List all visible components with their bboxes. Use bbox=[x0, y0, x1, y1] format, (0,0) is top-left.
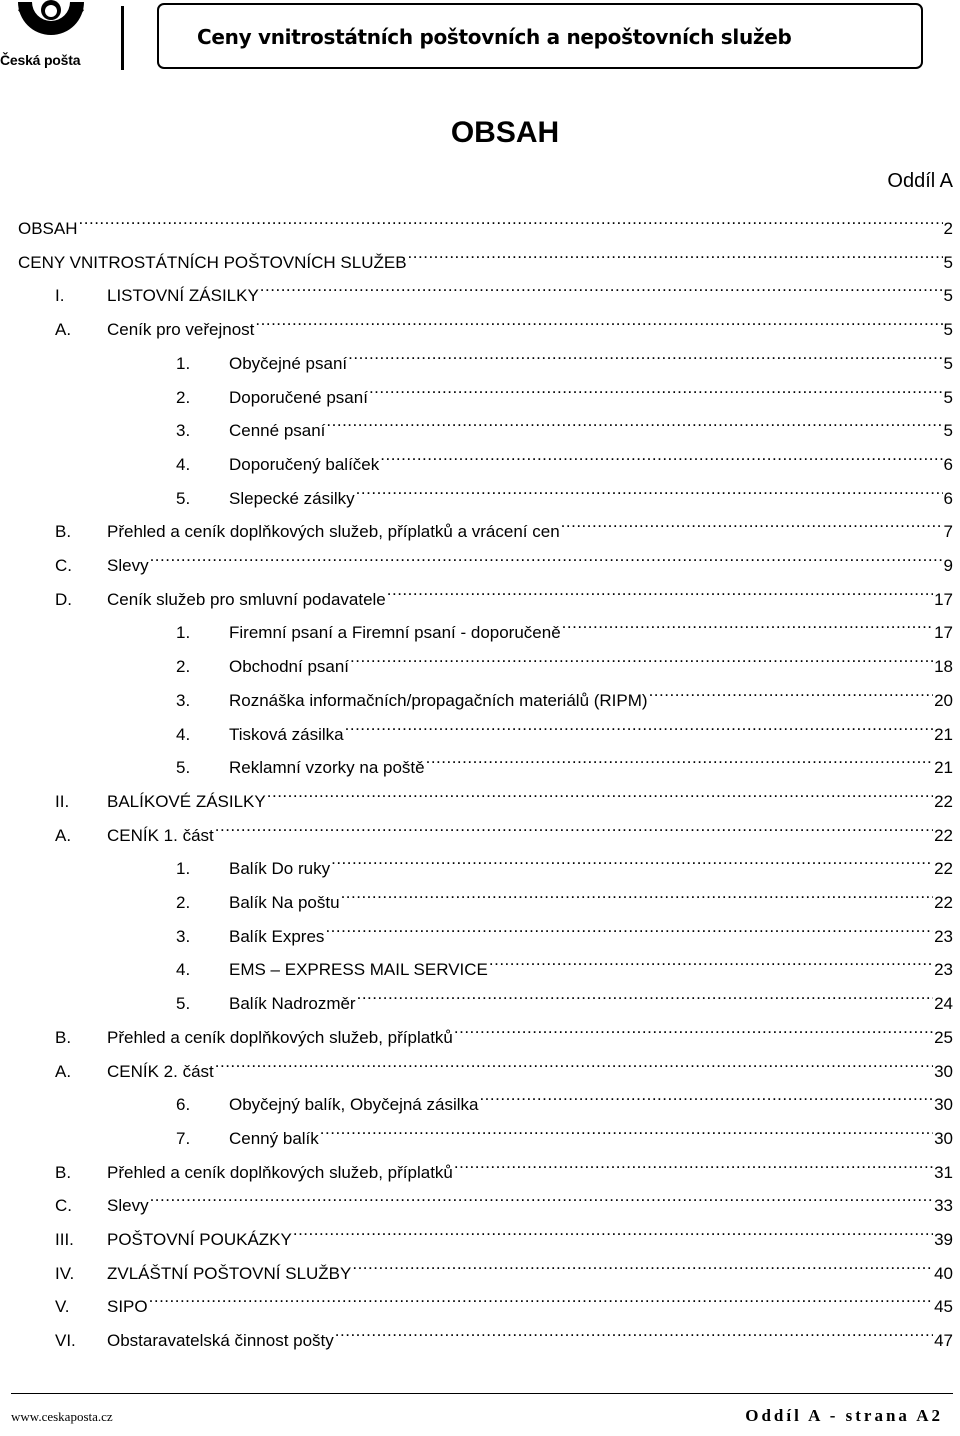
toc-entry[interactable] bbox=[55, 541, 953, 575]
toc-entry-number: 1. bbox=[176, 859, 191, 879]
toc-entry[interactable] bbox=[176, 676, 953, 710]
toc-entry-number: 5. bbox=[176, 488, 191, 508]
toc-entry-label: Ceník pro veřejnost bbox=[107, 320, 255, 340]
toc-entry-number: A. bbox=[55, 825, 72, 845]
toc-entry-page: 22 bbox=[934, 825, 953, 845]
toc-entry-number: 3. bbox=[176, 926, 191, 946]
toc-dot-leader bbox=[426, 743, 933, 773]
toc-entry[interactable] bbox=[55, 1316, 953, 1351]
logo-text: Česká pošta bbox=[0, 52, 81, 68]
toc-entry[interactable] bbox=[176, 440, 953, 474]
toc-entry-page: 31 bbox=[934, 1162, 953, 1182]
toc-entry-number: C. bbox=[55, 556, 72, 575]
toc-entry[interactable] bbox=[176, 406, 953, 441]
toc-dot-leader bbox=[561, 507, 943, 537]
toc-entry-label: Obyčejné psaní bbox=[229, 353, 348, 373]
toc-entry-page: 25 bbox=[934, 1027, 953, 1047]
toc-entry[interactable] bbox=[55, 271, 953, 306]
header-title: Ceny vnitrostátních poštovních a nepoštovních služeb bbox=[197, 25, 792, 49]
toc-entry-page: 24 bbox=[934, 994, 953, 1014]
toc-entry[interactable] bbox=[55, 507, 953, 542]
toc-entry[interactable] bbox=[176, 1114, 953, 1148]
toc-entry-label: Firemní psaní a Firemní psaní - doporučeně bbox=[229, 623, 561, 643]
toc-entry-label: EMS – EXPRESS MAIL SERVICE bbox=[229, 960, 488, 980]
toc-entry-label: Balík Do ruky bbox=[229, 859, 331, 879]
toc-entry-label: CENÍK 2. část bbox=[107, 1061, 214, 1081]
toc-entry-page: 30 bbox=[934, 1061, 953, 1081]
toc-entry-number: 4. bbox=[176, 960, 191, 980]
document-title: OBSAH bbox=[450, 116, 560, 149]
toc-dot-leader bbox=[341, 878, 934, 908]
toc-entry-number: B. bbox=[55, 1162, 72, 1182]
toc-entry-label: CENY VNITROSTÁTNÍCH POŠTOVNÍCH SLUŽEB bbox=[18, 252, 407, 272]
toc-dot-leader bbox=[562, 608, 933, 638]
toc-entry[interactable] bbox=[55, 1249, 953, 1283]
toc-entry[interactable] bbox=[18, 204, 953, 238]
footer-website: www.ceskaposta.cz bbox=[11, 1409, 113, 1424]
toc-entry-label: Slevy bbox=[107, 556, 149, 575]
toc-entry-number: D. bbox=[55, 589, 72, 609]
toc-entry-label: Přehled a ceník doplňkových služeb, příplatků a vrácení cen bbox=[107, 522, 560, 542]
toc-dot-leader bbox=[79, 204, 943, 234]
toc-entry-number: 4. bbox=[176, 724, 191, 744]
header-separator bbox=[121, 6, 124, 70]
toc-entry[interactable] bbox=[18, 238, 953, 272]
toc-entry-label: Reklamní vzorky na poště bbox=[229, 758, 425, 778]
toc-entry-label: Balík Expres bbox=[229, 926, 325, 946]
toc-entry-number: V. bbox=[55, 1297, 70, 1317]
toc-entry-label: LISTOVNÍ ZÁSILKY bbox=[107, 286, 259, 306]
section-label: Oddíl A bbox=[887, 170, 953, 192]
toc-entry-page: 40 bbox=[934, 1263, 953, 1283]
toc-entry-label: ZVLÁŠTNÍ POŠTOVNÍ SLUŽBY bbox=[107, 1263, 352, 1283]
toc-entry-label: Doporučený balíček bbox=[229, 454, 380, 474]
toc-entry-label: Obstaravatelská činnost pošty bbox=[107, 1331, 334, 1351]
footer-divider bbox=[11, 1393, 953, 1394]
toc-entry-label: Slepecké zásilky bbox=[229, 488, 355, 508]
toc-dot-leader bbox=[267, 777, 933, 807]
toc-entry-page: 2 bbox=[943, 219, 953, 238]
toc-dot-leader bbox=[150, 1181, 934, 1211]
toc-dot-leader bbox=[369, 373, 943, 403]
toc-entry[interactable] bbox=[55, 575, 953, 609]
toc-dot-leader bbox=[387, 575, 933, 605]
toc-dot-leader bbox=[320, 1114, 933, 1144]
toc-entry-number: 5. bbox=[176, 994, 191, 1014]
toc-dot-leader bbox=[479, 1080, 933, 1110]
toc-dot-leader bbox=[331, 844, 933, 874]
toc-entry-page: 39 bbox=[934, 1230, 953, 1249]
toc-entry-number: 2. bbox=[176, 657, 191, 677]
toc-entry-page: 5 bbox=[943, 353, 953, 373]
toc-entry-label: Obyčejný balík, Obyčejná zásilka bbox=[229, 1095, 479, 1115]
toc-entry-label: BALÍKOVÉ ZÁSILKY bbox=[107, 791, 266, 811]
toc-entry-number: 5. bbox=[176, 758, 191, 778]
toc-entry-page: 5 bbox=[943, 286, 953, 306]
toc-entry-number: B. bbox=[55, 1027, 72, 1047]
toc-entry[interactable] bbox=[176, 912, 953, 946]
toc-entry-page: 30 bbox=[934, 1128, 953, 1148]
toc-dot-leader bbox=[489, 945, 933, 975]
toc-entry-page: 47 bbox=[934, 1331, 953, 1351]
toc-entry-number: 2. bbox=[176, 893, 191, 912]
toc-entry[interactable] bbox=[55, 777, 953, 811]
toc-entry-number: 1. bbox=[176, 353, 191, 373]
toc-dot-leader bbox=[454, 1148, 933, 1178]
toc-entry[interactable] bbox=[176, 642, 953, 677]
toc-entry[interactable] bbox=[55, 1282, 953, 1317]
toc-entry-number: I. bbox=[55, 286, 65, 306]
toc-entry[interactable] bbox=[55, 1181, 953, 1216]
toc-dot-leader bbox=[357, 979, 933, 1009]
toc-dot-leader bbox=[352, 1249, 933, 1279]
toc-entry-number: A. bbox=[55, 320, 72, 340]
toc-entry-label: Obchodní psaní bbox=[229, 657, 350, 677]
toc-entry-page: 5 bbox=[943, 387, 953, 407]
toc-dot-leader bbox=[326, 406, 942, 436]
toc-entry-number: 4. bbox=[176, 454, 191, 474]
toc-entry-label: Roznáška informačních/propagačních materiálů (RIPM) bbox=[229, 690, 648, 710]
toc-entry-page: 21 bbox=[934, 758, 953, 778]
post-horn-icon bbox=[10, 0, 92, 50]
toc-entry-label: POŠTOVNÍ POUKÁZKY bbox=[107, 1230, 292, 1249]
toc-dot-leader bbox=[150, 541, 943, 571]
toc-dot-leader bbox=[380, 440, 942, 470]
toc-entry-label: Přehled a ceník doplňkových služeb, příplatků bbox=[107, 1162, 453, 1182]
toc-dot-leader bbox=[345, 710, 933, 740]
toc-entry-label: Přehled a ceník doplňkových služeb, příplatků bbox=[107, 1027, 453, 1047]
toc-dot-leader bbox=[649, 676, 934, 706]
toc-entry-number: IV. bbox=[55, 1263, 75, 1283]
toc-entry-number: 6. bbox=[176, 1095, 191, 1115]
toc-entry-label: Tisková zásilka bbox=[229, 724, 344, 744]
toc-entry-number: B. bbox=[55, 522, 72, 542]
toc-entry-page: 22 bbox=[934, 893, 953, 912]
toc-entry-page: 17 bbox=[934, 623, 953, 643]
toc-entry[interactable] bbox=[176, 979, 953, 1014]
toc-dot-leader bbox=[335, 1316, 933, 1346]
toc-entry-page: 33 bbox=[934, 1196, 953, 1216]
toc-entry-label: Cenné psaní bbox=[229, 421, 326, 441]
toc-entry[interactable] bbox=[55, 1013, 953, 1047]
toc-entry-page: 5 bbox=[943, 320, 953, 340]
toc-entry-page: 22 bbox=[934, 791, 953, 811]
toc-entry-number: C. bbox=[55, 1196, 72, 1216]
toc-entry-number: 3. bbox=[176, 690, 191, 710]
toc-entry[interactable] bbox=[176, 373, 953, 407]
toc-dot-leader bbox=[293, 1215, 933, 1245]
toc-entry-page: 21 bbox=[934, 724, 953, 744]
toc-dot-leader bbox=[215, 1047, 933, 1077]
toc-entry-page: 20 bbox=[934, 690, 953, 710]
toc-dot-leader bbox=[350, 642, 933, 672]
toc-entry-page: 45 bbox=[934, 1297, 953, 1317]
toc-entry-page: 30 bbox=[934, 1095, 953, 1115]
toc-entry-page: 9 bbox=[943, 556, 953, 575]
toc-dot-leader bbox=[408, 238, 943, 268]
toc-entry-label: Balík Nadrozměr bbox=[229, 994, 356, 1014]
toc-entry-label: Cenný balík bbox=[229, 1128, 319, 1148]
toc-entry[interactable] bbox=[176, 878, 953, 912]
toc-entry-number: A. bbox=[55, 1061, 72, 1081]
toc-entry[interactable] bbox=[176, 608, 953, 643]
toc-entry-page: 6 bbox=[943, 454, 953, 474]
toc-dot-leader bbox=[348, 339, 942, 369]
toc-entry[interactable] bbox=[55, 1215, 953, 1249]
toc-dot-leader bbox=[325, 912, 933, 942]
toc-entry-page: 18 bbox=[934, 657, 953, 677]
toc-dot-leader bbox=[215, 811, 933, 841]
toc-entry-number: 3. bbox=[176, 421, 191, 441]
toc-entry-label: CENÍK 1. část bbox=[107, 825, 214, 845]
toc-entry-label: Slevy bbox=[107, 1196, 149, 1216]
toc-dot-leader bbox=[149, 1282, 933, 1312]
toc-entry-page: 5 bbox=[943, 421, 953, 441]
toc-entry-label: SIPO bbox=[107, 1297, 148, 1317]
toc-entry-label: Balík Na poštu bbox=[229, 893, 340, 912]
footer-page-label: Oddíl A - strana A2 bbox=[745, 1406, 943, 1425]
toc-entry[interactable] bbox=[55, 305, 953, 340]
toc-entry[interactable] bbox=[176, 743, 953, 778]
toc-entry[interactable] bbox=[55, 1148, 953, 1182]
toc-entry-number: III. bbox=[55, 1230, 74, 1249]
toc-entry-page: 23 bbox=[934, 926, 953, 946]
header-title-box bbox=[157, 3, 923, 69]
toc-entry-page: 5 bbox=[943, 252, 953, 272]
toc-dot-leader bbox=[255, 305, 942, 335]
toc-entry[interactable] bbox=[55, 811, 953, 845]
page-header bbox=[0, 0, 960, 80]
toc-dot-leader bbox=[356, 474, 943, 504]
toc-entry-page: 22 bbox=[934, 859, 953, 879]
toc-entry[interactable] bbox=[176, 844, 953, 879]
toc-entry-label: OBSAH bbox=[18, 219, 78, 238]
toc-entry-number: 7. bbox=[176, 1128, 191, 1148]
toc-entry[interactable] bbox=[176, 1080, 953, 1115]
toc-entry[interactable] bbox=[176, 339, 953, 373]
toc-entry-number: VI. bbox=[55, 1331, 76, 1351]
toc-entry-label: Ceník služeb pro smluvní podavatele bbox=[107, 589, 386, 609]
toc-entry[interactable] bbox=[176, 474, 953, 508]
toc-entry[interactable] bbox=[176, 945, 953, 980]
ceska-posta-logo bbox=[0, 0, 100, 72]
toc-dot-leader bbox=[454, 1013, 933, 1043]
toc-entry[interactable] bbox=[176, 710, 953, 744]
toc-entry-number: 2. bbox=[176, 387, 191, 407]
toc-entry-page: 17 bbox=[934, 589, 953, 609]
toc-entry-label: Doporučené psaní bbox=[229, 387, 368, 407]
toc-entry-number: II. bbox=[55, 791, 70, 811]
toc-entry-page: 23 bbox=[934, 960, 953, 980]
toc-entry[interactable] bbox=[55, 1047, 953, 1081]
toc-entry-page: 6 bbox=[943, 488, 953, 508]
toc-dot-leader bbox=[260, 271, 943, 301]
toc-entry-number: 1. bbox=[176, 623, 191, 643]
toc-entry-page: 7 bbox=[943, 522, 953, 542]
